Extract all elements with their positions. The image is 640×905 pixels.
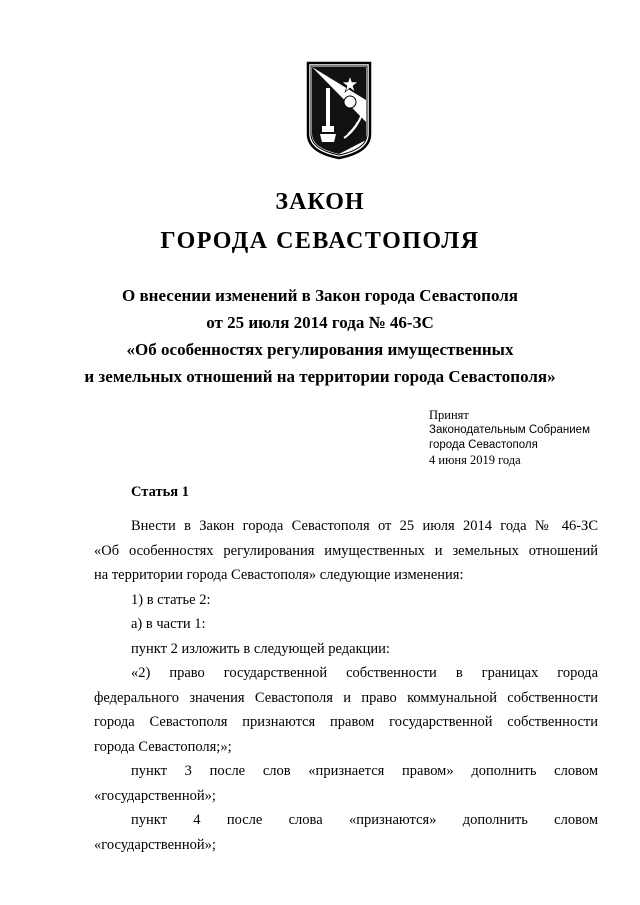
adoption-date: 4 июня 2019 года	[429, 453, 521, 467]
quote-line: города Севастополя признаются правом государственной собственности	[94, 714, 598, 730]
adoption-note	[429, 408, 590, 468]
paragraph-line: пункт 4 после слова «признаются» дополнить словом	[131, 812, 598, 828]
paragraph-line: на территории города Севастополя» следующие изменения:	[94, 567, 464, 583]
paragraph-line: Внести в Закон города Севастополя от 25 июля 2014 года № 46-ЗС	[131, 518, 598, 534]
coat-of-arms-icon	[304, 60, 374, 160]
list-item: пункт 2 изложить в следующей редакции:	[131, 640, 390, 657]
law-title: ЗАКОН	[275, 189, 365, 215]
article-heading: Статья 1	[131, 484, 189, 500]
law-subtitle	[0, 282, 640, 390]
paragraph-line: пункт 3 после слов «признается правом» дополнить словом	[131, 763, 598, 779]
adoption-line: Принят	[429, 408, 469, 422]
quote-line: «2) право государственной собственности в границах города	[131, 665, 598, 681]
law-city: ГОРОДА СЕВАСТОПОЛЯ	[160, 228, 480, 254]
subtitle-line: «Об особенностях регулирования имущественных	[126, 340, 514, 359]
paragraph-line: «государственной»;	[94, 836, 216, 853]
paragraph-line: «государственной»;	[94, 787, 216, 804]
list-item: 1) в статье 2:	[131, 591, 211, 608]
quote-line: федерального значения Севастополя и право коммунальной собственности	[94, 689, 598, 706]
subtitle-line: О внесении изменений в Закон города Севастополя	[122, 286, 518, 305]
list-item: а) в части 1:	[131, 616, 206, 632]
subtitle-line: и земельных отношений на территории города Севастополя»	[84, 367, 556, 386]
adoption-line: Законодательным Собранием	[429, 424, 590, 436]
quote-line: города Севастополя;»;	[94, 738, 232, 755]
article-body	[94, 514, 598, 857]
subtitle-line: от 25 июля 2014 года № 46-ЗС	[206, 313, 434, 332]
paragraph-line: «Об особенностях регулирования имущественных и земельных отношений	[94, 542, 598, 559]
adoption-line: города Севастополя	[429, 439, 538, 451]
